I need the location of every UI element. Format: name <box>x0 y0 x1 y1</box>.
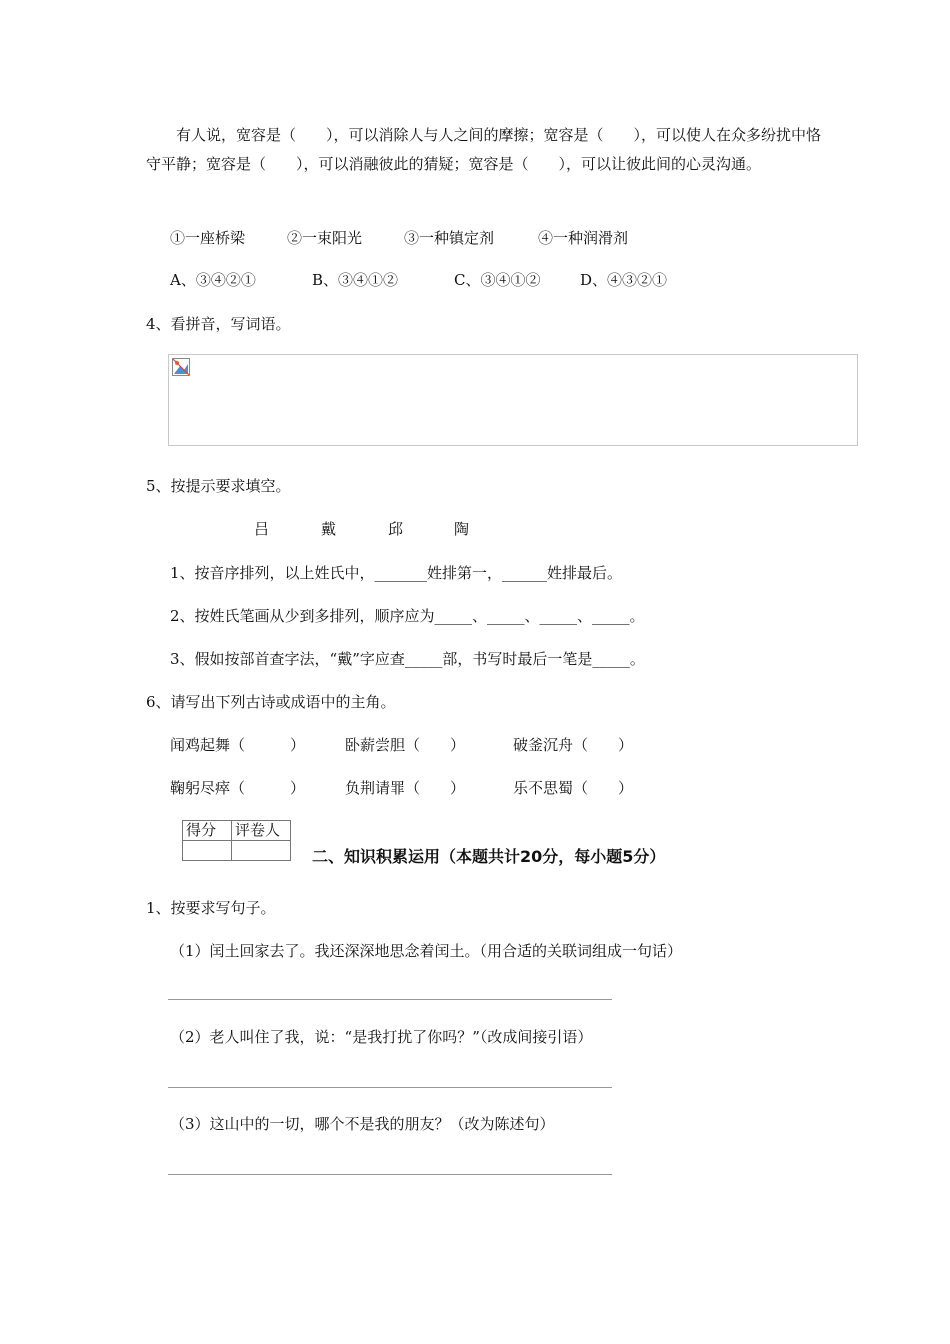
choice-b: B、③④①② <box>312 271 399 289</box>
passage-indent <box>146 126 176 144</box>
q6-title: 6、请写出下列古诗或成语中的主角。 <box>146 693 396 711</box>
surname-1: 吕 <box>254 520 270 538</box>
pinyin-image-placeholder <box>168 354 858 446</box>
option-1: ①一座桥梁 <box>170 229 246 247</box>
surname-4: 陶 <box>454 520 470 538</box>
s2-q1-title: 1、按要求写句子。 <box>146 899 276 917</box>
surname-3: 邱 <box>388 520 404 538</box>
grader-cell <box>232 841 291 861</box>
q5-title: 5、按提示要求填空。 <box>146 477 291 495</box>
q6-item-3: 破釜沉舟（ ） <box>513 736 634 754</box>
option-2: ②一束阳光 <box>287 229 363 247</box>
q6-item-4: 鞠躬尽瘁（ ） <box>170 779 306 797</box>
s2-item-3: （3）这山中的一切，哪个不是我的朋友？（改为陈述句） <box>170 1115 555 1133</box>
q6-item-6: 乐不思蜀（ ） <box>513 779 634 797</box>
option-4: ④一种润滑剂 <box>538 229 629 247</box>
s2-item-2: （2）老人叫住了我，说：“是我打扰了你吗？”（改成间接引语） <box>170 1028 593 1046</box>
broken-image-icon <box>172 358 190 376</box>
passage-body: 有人说，宽容是（ ），可以消除人与人之间的摩擦；宽容是（ ），可以使人在众多纷扰中恪守平静；宽容是（ ），可以消融彼此的猜疑；宽容是（ ），可以让彼此间的心灵沟通。 <box>146 126 822 173</box>
answer-line-3 <box>168 1174 612 1175</box>
score-cell <box>183 841 232 861</box>
option-3: ③一种镇定剂 <box>404 229 495 247</box>
answer-line-2 <box>168 1087 612 1088</box>
q4-title: 4、看拼音，写词语。 <box>146 315 291 333</box>
choice-a: A、③④②① <box>170 271 256 289</box>
choice-c: C、③④①② <box>454 271 541 289</box>
choice-d: D、④③②① <box>580 271 668 289</box>
score-header: 得分 <box>183 821 232 841</box>
q6-item-2: 卧薪尝胆（ ） <box>345 736 466 754</box>
grader-header: 评卷人 <box>232 821 291 841</box>
q5-item-3: 3、假如按部首查字法，“戴”字应查_____部，书写时最后一笔是_____。 <box>170 650 645 668</box>
q5-item-1: 1、按音序排列，以上姓氏中，_______姓排第一，______姓排最后。 <box>170 564 623 582</box>
section-2-title: 二、知识积累运用（本题共计20分，每小题5分） <box>312 847 666 866</box>
surname-2: 戴 <box>321 520 337 538</box>
q6-item-1: 闻鸡起舞（ ） <box>170 736 306 754</box>
q6-item-5: 负荆请罪（ ） <box>345 779 466 797</box>
q5-item-2: 2、按姓氏笔画从少到多排列，顺序应为_____、_____、_____、_____。 <box>170 607 645 625</box>
passage-text <box>146 121 826 179</box>
score-table <box>182 820 291 861</box>
s2-item-1: （1）闰土回家去了。我还深深地思念着闰土。（用合适的关联词组成一句话） <box>170 942 683 960</box>
answer-line-1 <box>168 999 612 1000</box>
